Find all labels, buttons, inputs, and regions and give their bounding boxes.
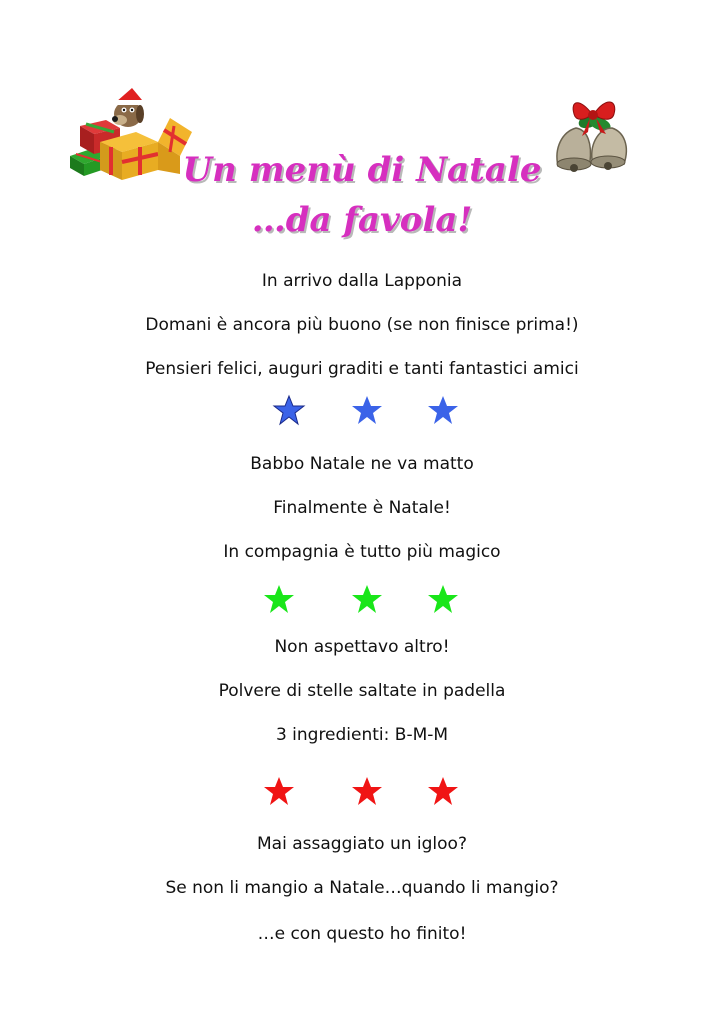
star-separator — [0, 775, 724, 809]
star-icon — [426, 775, 460, 807]
star-separator — [0, 583, 724, 617]
menu-item: Pensieri felici, auguri graditi e tanti fantastici amici — [145, 359, 579, 379]
menu-item: Finalmente è Natale! — [273, 498, 451, 518]
menu-title-line-2: …da favola! — [251, 200, 473, 240]
menu-item: In compagnia è tutto più magico — [223, 542, 501, 562]
star-icon — [262, 775, 296, 807]
menu-item: 3 ingredienti: B-M-M — [275, 725, 449, 745]
star-icon — [350, 583, 384, 615]
menu-item: Mai assaggiato un igloo? — [257, 834, 467, 854]
star-icon — [350, 775, 384, 807]
star-icon — [426, 394, 460, 426]
menu-item: Polvere di stelle saltate in padella — [218, 681, 506, 701]
star-icon — [262, 583, 296, 615]
menu-item: In arrivo dalla Lapponia — [261, 271, 463, 291]
star-separator — [0, 394, 724, 428]
star-icon — [426, 583, 460, 615]
menu-item: Se non li mangio a Natale…quando li mangio? — [165, 878, 559, 898]
menu-item: …e con questo ho finito! — [257, 924, 467, 944]
menu-item: Non aspettavo altro! — [274, 637, 450, 657]
star-icon — [350, 394, 384, 426]
menu-item: Domani è ancora più buono (se non finisce prima!) — [145, 315, 579, 335]
menu-item: Babbo Natale ne va matto — [250, 454, 474, 474]
star-icon — [272, 394, 306, 426]
menu-title-line-1: Un menù di Natale — [182, 150, 542, 190]
